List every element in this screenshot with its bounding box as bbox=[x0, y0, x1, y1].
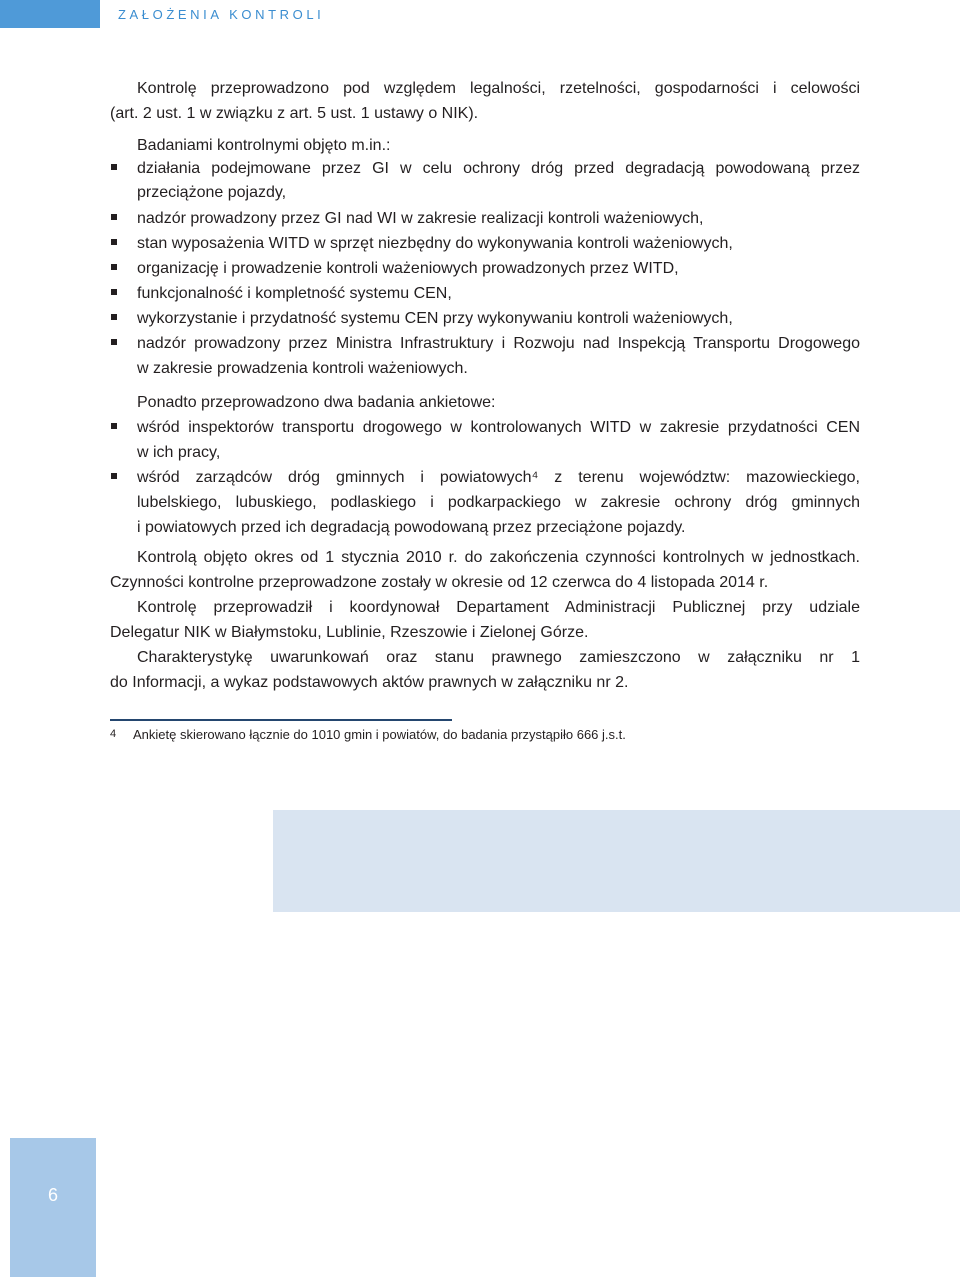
intro-line: Kontrolę przeprowadzono pod względem legalności, rzetelności, gospodarności i celowości bbox=[137, 80, 860, 97]
coordination-line: Kontrolę przeprowadził i koordynował Departament Administracji Publicznej przy udziale bbox=[137, 599, 860, 616]
bullet-icon bbox=[111, 314, 117, 320]
bullet-icon bbox=[111, 339, 117, 345]
bullet-icon bbox=[111, 239, 117, 245]
scope-item-line: w zakresie prowadzenia kontroli ważeniowych. bbox=[137, 360, 468, 377]
scope-item-line: przeciążone pojazdy, bbox=[137, 184, 287, 201]
attachments-line: Charakterystykę uwarunkowań oraz stanu prawnego zamieszczono w załączniku nr 1 bbox=[137, 649, 860, 666]
info-box-panel bbox=[273, 810, 960, 912]
bullet-icon bbox=[111, 264, 117, 270]
footnote-separator bbox=[110, 719, 452, 721]
scope-item-line: działania podejmowane przez GI w celu ochrony dróg przed degradacją powodowaną przez bbox=[137, 160, 860, 177]
period-line: Czynności kontrolne przeprowadzone zostały w okresie od 12 czerwca do 4 listopada 2014 r. bbox=[110, 574, 769, 591]
surveys-intro: Ponadto przeprowadzono dwa badania ankietowe: bbox=[137, 394, 496, 411]
bullet-icon bbox=[111, 473, 117, 479]
survey-item-line: wśród inspektorów transportu drogowego w kontrolowanych WITD w zakresie przydatności CEN bbox=[137, 419, 860, 436]
coordination-line: Delegatur NIK w Białymstoku, Lublinie, Rzeszowie i Zielonej Górze. bbox=[110, 624, 589, 641]
survey-item-line: i powiatowych przed ich degradacją powodowaną przez przeciążone pojazdy. bbox=[137, 519, 686, 536]
scope-item-line: funkcjonalność i kompletność systemu CEN, bbox=[137, 285, 452, 302]
bullet-icon bbox=[111, 214, 117, 220]
bullet-icon bbox=[111, 289, 117, 295]
intro-line: (art. 2 ust. 1 w związku z art. 5 ust. 1 ustawy o NIK). bbox=[110, 105, 479, 122]
section-title: ZAŁOŻENIA KONTROLI bbox=[118, 7, 325, 22]
footnote-marker: 4 bbox=[110, 728, 117, 740]
survey-item-line: wśród zarządców dróg gminnych i powiatowych⁴ z terenu województw: mazowieckiego, bbox=[137, 469, 860, 486]
scope-intro: Badaniami kontrolnymi objęto m.in.: bbox=[137, 137, 391, 154]
bullet-icon bbox=[111, 164, 117, 170]
page-number: 6 bbox=[47, 1185, 58, 1205]
page-number-tab bbox=[10, 1138, 96, 1277]
scope-item-line: nadzór prowadzony przez GI nad WI w zakresie realizacji kontroli ważeniowych, bbox=[137, 210, 704, 227]
survey-item-line: w ich pracy, bbox=[137, 444, 221, 461]
header-color-block bbox=[0, 0, 100, 28]
survey-item-line: lubelskiego, lubuskiego, podlaskiego i podkarpackiego w zakresie ochrony dróg gminnych bbox=[137, 494, 860, 511]
scope-item-line: nadzór prowadzony przez Ministra Infrastruktury i Rozwoju nad Inspekcją Transportu Drogowego bbox=[137, 335, 860, 352]
scope-item-line: organizację i prowadzenie kontroli ważeniowych prowadzonych przez WITD, bbox=[137, 260, 679, 277]
period-line: Kontrolą objęto okres od 1 stycznia 2010 r. do zakończenia czynności kontrolnych w jednostkach. bbox=[137, 549, 860, 566]
scope-item-line: wykorzystanie i przydatność systemu CEN przy wykonywaniu kontroli ważeniowych, bbox=[137, 310, 733, 327]
attachments-line: do Informacji, a wykaz podstawowych aktów prawnych w załączniku nr 2. bbox=[110, 674, 629, 691]
footnote-text: Ankietę skierowano łącznie do 1010 gmin i powiatów, do badania przystąpiło 666 j.s.t. bbox=[133, 727, 626, 742]
scope-item-line: stan wyposażenia WITD w sprzęt niezbędny do wykonywania kontroli ważeniowych, bbox=[137, 235, 733, 252]
bullet-icon bbox=[111, 423, 117, 429]
